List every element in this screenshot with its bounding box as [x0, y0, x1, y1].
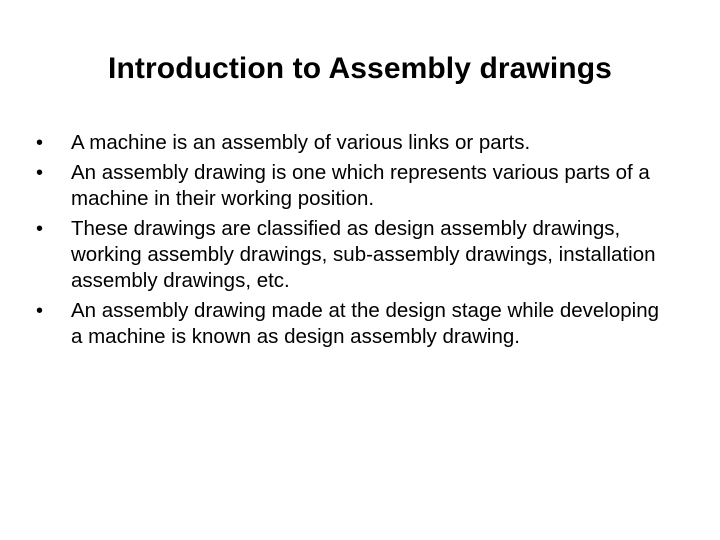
bullet-dot-icon: •	[36, 300, 44, 322]
bullet-list	[36, 130, 676, 354]
bullet-text: These drawings are classified as design assembly drawings, working assembly drawings, sub-assembly drawings, installation assembly drawings, etc.	[71, 217, 656, 292]
bullet-item	[36, 130, 676, 156]
bullet-dot-icon: •	[36, 218, 44, 240]
bullet-text: A machine is an assembly of various links or parts.	[71, 131, 531, 154]
bullet-item	[36, 216, 676, 294]
bullet-dot-icon: •	[36, 132, 44, 154]
bullet-text: An assembly drawing is one which represents various parts of a machine in their working position.	[71, 161, 650, 210]
bullet-item	[36, 298, 676, 350]
slide-title: Introduction to Assembly drawings	[108, 52, 612, 85]
bullet-text: An assembly drawing made at the design stage while developing a machine is known as design assembly drawing.	[71, 299, 660, 348]
bullet-item	[36, 160, 676, 212]
bullet-dot-icon: •	[36, 162, 44, 184]
